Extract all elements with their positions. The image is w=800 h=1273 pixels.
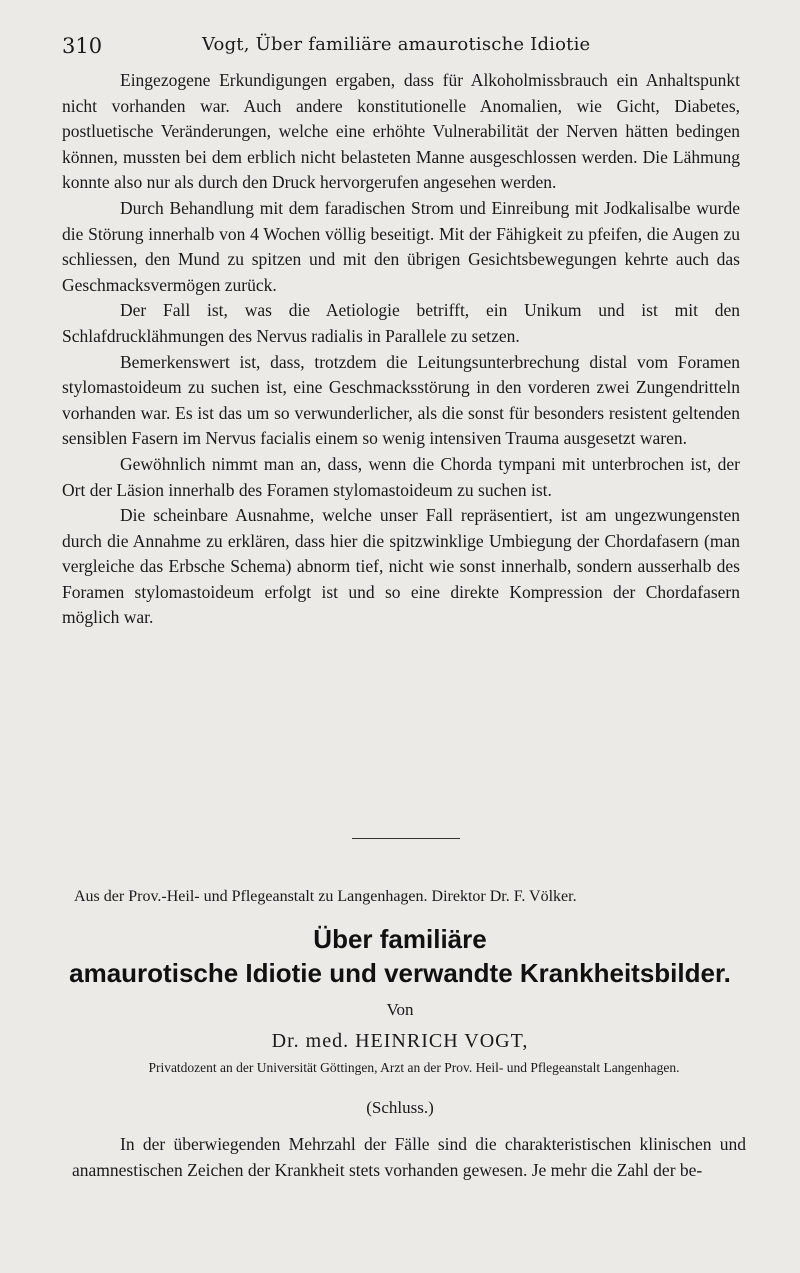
paragraph: Gewöhnlich nimmt man an, dass, wenn die Chorda tympani mit unterbrochen ist, der Ort der Läsion innerhalb des Foramen stylomastoideum zu suchen ist. [62, 453, 740, 500]
institution-line: Aus der Prov.-Heil- und Pflegeanstalt zu Langenhagen. Direktor Dr. F. Völker. [74, 888, 577, 905]
paragraph: Der Fall ist, was die Aetiologie betrifft, ein Unikum und ist mit den Schlafdrucklähmungen des Nervus radialis in Parallele zu setzen. [62, 300, 740, 346]
paragraph: Eingezogene Erkundigungen ergaben, dass für Alkoholmissbrauch ein Anhaltspunkt nicht vorhanden war. Auch andere konstitutionelle Anomalien, wie Gicht, Diabetes, postluetische Veränderungen, welche eine erhöhte Vulnerabilität der Nerven hätten bedingen können, mussten bei dem erblich nicht belasteten Manne ausgeschlossen werden. Die Lähmung konnte also nur als durch den Druck hervorgerufen angesehen werden. [62, 70, 740, 193]
article-opening-text [72, 1132, 746, 1183]
paragraph: Bemerkenswert ist, dass, trotzdem die Leitungsunterbrechung distal vom Foramen stylomastoideum zu suchen ist, eine Geschmacksstörung in den vorderen zwei Zungendritteln vorhanden war. Es ist das um so verwunderlicher, als die sonst für besonders resistent geltenden sensiblen Fasern im Nervus facialis einem so wenig intensiven Trauma ausgesetzt waren. [62, 351, 740, 449]
paragraph: Die scheinbare Ausnahme, welche unser Fall repräsentiert, ist am ungezwungensten durch die Annahme zu erklären, dass hier die spitzwinklige Umbiegung der Chordafasern (man vergleiche das Erbsche Schema) abnorm tief, nicht wie sonst innerhalb, sondern ausserhalb des Foramen stylomastoideum erfolgt ist und so eine direkte Kompression der Chordafasern möglich war. [62, 505, 740, 628]
paragraph: In der überwiegenden Mehrzahl der Fälle sind die charakteristischen klinischen und anamnestischen Zeichen der Krankheit stets vorhanden gewesen. Je mehr die Zahl der be- [72, 1134, 746, 1180]
article-title-line-2: amaurotische Idiotie und verwandte Krankheitsbilder. [69, 958, 731, 988]
previous-article-text [62, 68, 740, 631]
page-number: 310 [62, 34, 103, 58]
author-name: Dr. med. HEINRICH VOGT, [271, 1030, 529, 1052]
paragraph: Durch Behandlung mit dem faradischen Strom und Einreibung mit Jodkalisalbe wurde die Störung innerhalb von 4 Wochen völlig beseitigt. Mit der Fähigkeit zu pfeifen, die Augen zu schliessen, den Mund zu spitzen und mit den übrigen Gesichtsbewegungen kehrte auch das Geschmacksvermögen zurück. [62, 197, 740, 295]
page-header [62, 30, 752, 64]
byline-von: Von [386, 1000, 414, 1019]
author-affiliation: Privatdozent an der Universität Göttingen, Arzt an der Prov. Heil- und Pflegeanstalt Langenhagen. [148, 1060, 680, 1075]
section-divider [352, 838, 460, 839]
continuation-note: (Schluss.) [366, 1098, 434, 1117]
running-head: Vogt, Über familiäre amaurotische Idiotie [202, 34, 591, 55]
article-title-line-1: Über familiäre [313, 924, 487, 954]
